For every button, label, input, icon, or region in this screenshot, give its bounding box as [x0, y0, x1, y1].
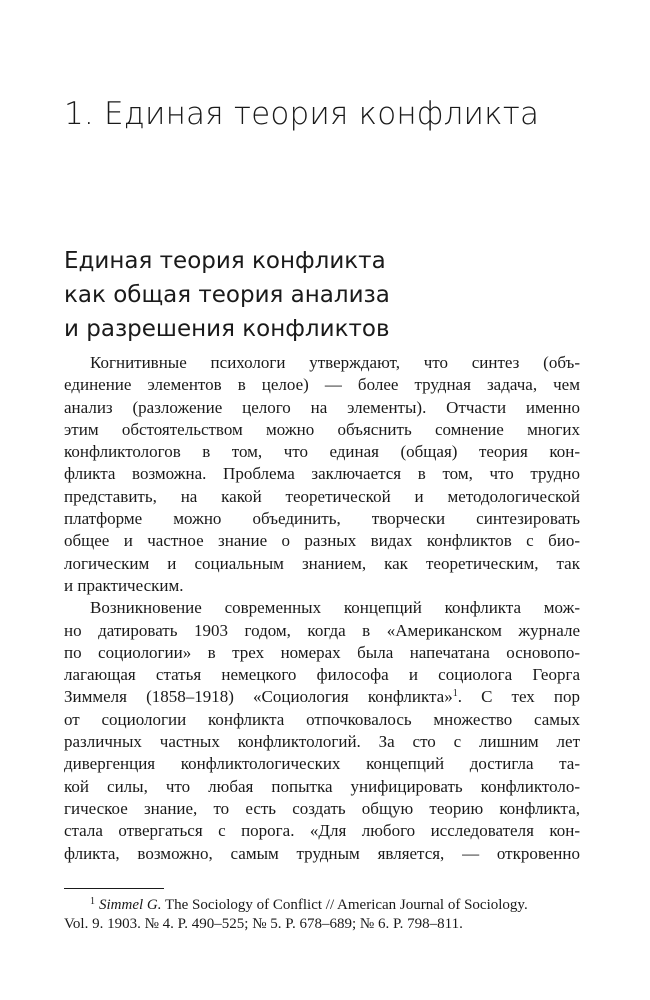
footnote-citation: The Sociology of Conflict // American Journal of Sociology.: [161, 897, 528, 913]
paragraph-2-line: стала отвергаться с порога. «Для любого исследователя кон-: [64, 821, 580, 841]
paragraph-2-line: лагающая статья немецкого философа и социолога Георга: [64, 665, 580, 685]
paragraph-2-line: фликта, возможно, самым трудным является, — откровенно: [64, 843, 580, 863]
paragraph-1-line: логическим и социальным знанием, как теоретическим, так: [64, 553, 580, 573]
paragraph-2-line: Возникновение современных концепций конфликта мож-: [90, 598, 580, 618]
paragraph-1-line: платформе можно объединить, творчески синтезировать: [64, 509, 580, 529]
footnote-number: 1: [90, 896, 95, 907]
paragraph-2-line: кой силы, что любая попытка унифицировать конфликтоло-: [64, 776, 580, 796]
paragraph-1-line: Когнитивные психологи утверждают, что синтез (объ-: [90, 353, 580, 372]
section-title-line-3: и разрешения конфликтов: [64, 316, 390, 342]
paragraph-2-line: от социологии конфликта отпочковалось множество самых: [64, 709, 580, 729]
footnote-author: Simmel G.: [99, 897, 162, 913]
paragraph-1-line: и практическим.: [64, 575, 184, 595]
footnote-line-1: [64, 896, 580, 915]
footnote: [64, 896, 580, 934]
footnote-reference[interactable]: 1: [452, 688, 458, 700]
chapter-number: 1.: [64, 96, 94, 132]
paragraph-1-line: фликта возможна. Проблема заключается в том, что трудно: [64, 464, 580, 484]
section-title-line-2: как общая теория анализа: [64, 282, 390, 308]
paragraph-2-line: но датировать 1903 годом, когда в «Американском журнале: [64, 620, 580, 640]
section-title-line-1: Единая теория конфликта: [64, 248, 386, 274]
paragraph-2-line: дивергенция конфликтологических концепций достигла та-: [64, 754, 580, 774]
chapter-title: Единая теория конфликта: [103, 96, 540, 132]
paragraph-2-line: гическое знание, то есть создать общую теорию конфликта,: [64, 798, 580, 818]
paragraph-1-line: единение элементов в целое) — более трудная задача, чем: [64, 375, 580, 395]
footnote-line-2: Vol. 9. 1903. № 4. P. 490–525; № 5. P. 678–689; № 6. P. 798–811.: [64, 916, 463, 932]
paragraph-2-line-part: Зиммеля (1858–1918) «Социология конфликта»: [64, 687, 453, 707]
paragraph-2-line: по социологии» в трех номерах была напечатана основопо-: [64, 642, 580, 662]
body-text: [64, 352, 580, 865]
paragraph-2-line: различных частных конфликтологий. За сто с лишним лет: [64, 732, 580, 752]
paragraph-2-line-part: . С тех пор: [457, 687, 580, 707]
paragraph-1-line: общее и частное знание о разных видах конфликтов с био-: [64, 531, 580, 551]
chapter-heading: [64, 96, 539, 132]
section-heading: [64, 244, 390, 346]
paragraph-1-line: анализ (разложение целого на элементы). Отчасти именно: [64, 397, 580, 417]
footnote-divider: [64, 888, 164, 889]
paragraph-2-line-with-footnote-ref: [64, 686, 580, 708]
paragraph-1-line: этим обстоятельством можно объяснить сомнение многих: [64, 419, 580, 439]
paragraph-1-line: конфликтологов в том, что единая (общая) теория кон-: [64, 442, 580, 462]
paragraph-1-line: представить, на какой теоретической и методологической: [64, 486, 580, 506]
